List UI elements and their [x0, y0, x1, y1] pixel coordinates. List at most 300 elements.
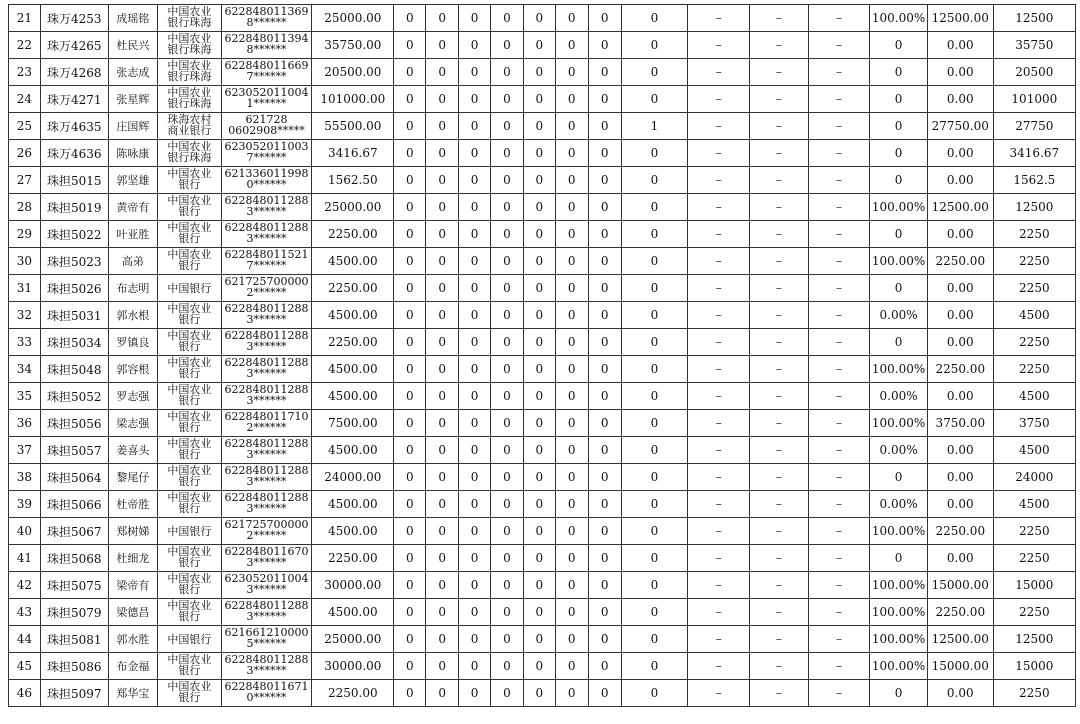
cell-count: 0 [621, 572, 688, 599]
bank-line-1: 中国银行 [167, 632, 212, 646]
cell-final-amount: 4500 [993, 437, 1075, 464]
cell-member-code: 珠万4635 [40, 113, 108, 140]
cell-row-number: 41 [9, 545, 41, 572]
cell-bank-name [158, 167, 222, 194]
cell-bank-name [158, 680, 222, 707]
cell-zero-2: 0 [426, 572, 459, 599]
bank-wrap [158, 626, 221, 652]
cell-zero-7: 0 [588, 518, 621, 545]
acct-line-2: 2****** [246, 529, 287, 542]
cell-dash-2: – [750, 437, 809, 464]
cell-row-number: 37 [9, 437, 41, 464]
cell-zero-7: 0 [588, 572, 621, 599]
cell-dash-2: – [750, 194, 809, 221]
cell-member-code: 珠担5057 [40, 437, 108, 464]
acct-line-1: 622848011670 [224, 545, 309, 558]
cell-zero-6: 0 [555, 437, 588, 464]
cell-percent: 0.00% [870, 383, 928, 410]
cell-zero-5: 0 [523, 275, 555, 302]
cell-dash-2: – [750, 221, 809, 248]
acct-line-1: 622848011288 [224, 302, 309, 315]
cell-percent: 0 [870, 32, 928, 59]
cell-zero-5: 0 [523, 86, 555, 113]
cell-zero-2: 0 [426, 437, 459, 464]
cell-dash-2: – [750, 167, 809, 194]
cell-row-number: 24 [9, 86, 41, 113]
cell-dash-3: – [808, 248, 870, 275]
cell-dash-1: – [688, 572, 750, 599]
cell-zero-1: 0 [394, 599, 426, 626]
cell-payout: 0.00 [927, 680, 993, 707]
cell-percent: 0 [870, 680, 928, 707]
acct-line-1: 621728 [245, 113, 288, 126]
cell-percent: 100.00% [870, 356, 928, 383]
cell-zero-7: 0 [588, 329, 621, 356]
cell-member-code: 珠担5031 [40, 302, 108, 329]
cell-zero-6: 0 [555, 356, 588, 383]
cell-percent: 100.00% [870, 248, 928, 275]
cell-dash-2: – [750, 86, 809, 113]
cell-zero-5: 0 [523, 464, 555, 491]
cell-amount: 7500.00 [312, 410, 394, 437]
cell-account-number [221, 545, 311, 572]
cell-zero-2: 0 [426, 275, 459, 302]
cell-zero-6: 0 [555, 491, 588, 518]
cell-amount: 2250.00 [312, 545, 394, 572]
cell-row-number: 45 [9, 653, 41, 680]
cell-zero-1: 0 [394, 275, 426, 302]
cell-account-number [221, 140, 311, 167]
cell-amount: 30000.00 [312, 572, 394, 599]
bank-line-1: 中国农业 [167, 491, 212, 504]
cell-zero-5: 0 [523, 410, 555, 437]
cell-zero-4: 0 [491, 86, 524, 113]
cell-zero-3: 0 [459, 356, 491, 383]
cell-payout: 0.00 [927, 167, 993, 194]
acct-line-2: 2****** [246, 286, 287, 299]
cell-payout: 12500.00 [927, 626, 993, 653]
cell-member-name: 叶亚胜 [108, 221, 157, 248]
cell-zero-1: 0 [394, 221, 426, 248]
cell-row-number: 39 [9, 491, 41, 518]
cell-zero-4: 0 [491, 410, 524, 437]
cell-final-amount: 3750 [993, 410, 1075, 437]
cell-bank-name [158, 5, 222, 32]
cell-payout: 0.00 [927, 59, 993, 86]
cell-account-number [221, 410, 311, 437]
cell-payout: 0.00 [927, 32, 993, 59]
cell-payout: 0.00 [927, 545, 993, 572]
cell-member-name: 张志成 [108, 59, 157, 86]
cell-dash-3: – [808, 599, 870, 626]
acct-line-1: 622848011394 [224, 32, 309, 45]
cell-zero-4: 0 [491, 599, 524, 626]
cell-member-name: 郭容根 [108, 356, 157, 383]
cell-zero-3: 0 [459, 113, 491, 140]
cell-zero-7: 0 [588, 437, 621, 464]
bank-wrap [158, 329, 221, 355]
cell-zero-1: 0 [394, 86, 426, 113]
cell-zero-5: 0 [523, 545, 555, 572]
cell-member-name: 陈咏康 [108, 140, 157, 167]
cell-final-amount: 12500 [993, 5, 1075, 32]
acct-line-1: 622848011288 [224, 464, 309, 477]
cell-dash-2: – [750, 410, 809, 437]
cell-zero-1: 0 [394, 32, 426, 59]
acct-line-1: 622848011288 [224, 329, 309, 342]
cell-amount: 4500.00 [312, 518, 394, 545]
cell-dash-2: – [750, 491, 809, 518]
bank-line-1: 中国农业 [167, 383, 212, 396]
cell-dash-3: – [808, 491, 870, 518]
cell-zero-2: 0 [426, 491, 459, 518]
acct-line-2: 2****** [246, 421, 287, 434]
cell-count: 0 [621, 653, 688, 680]
cell-count: 0 [621, 626, 688, 653]
cell-zero-7: 0 [588, 140, 621, 167]
cell-zero-7: 0 [588, 491, 621, 518]
cell-member-code: 珠担5064 [40, 464, 108, 491]
cell-payout: 15000.00 [927, 572, 993, 599]
cell-bank-name [158, 572, 222, 599]
cell-zero-2: 0 [426, 140, 459, 167]
acct-line-1: 623052011004 [224, 572, 309, 585]
acct-wrap [222, 518, 311, 544]
cell-zero-3: 0 [459, 572, 491, 599]
acct-line-1: 622848011521 [224, 248, 309, 261]
acct-wrap [222, 626, 311, 652]
cell-member-name: 布金福 [108, 653, 157, 680]
cell-zero-4: 0 [491, 383, 524, 410]
cell-account-number [221, 599, 311, 626]
acct-wrap [222, 167, 311, 193]
cell-zero-3: 0 [459, 464, 491, 491]
cell-zero-6: 0 [555, 59, 588, 86]
cell-dash-3: – [808, 653, 870, 680]
acct-line-1: 622848011288 [224, 599, 309, 612]
cell-payout: 0.00 [927, 221, 993, 248]
cell-row-number: 22 [9, 32, 41, 59]
cell-row-number: 44 [9, 626, 41, 653]
cell-zero-7: 0 [588, 59, 621, 86]
cell-final-amount: 27750 [993, 113, 1075, 140]
cell-member-name: 郭水胜 [108, 626, 157, 653]
cell-row-number: 29 [9, 221, 41, 248]
bank-line-2: 银行 [178, 340, 201, 353]
cell-zero-2: 0 [426, 113, 459, 140]
cell-count: 0 [621, 599, 688, 626]
cell-zero-5: 0 [523, 680, 555, 707]
cell-dash-2: – [750, 113, 809, 140]
acct-wrap [222, 464, 311, 490]
table-row [9, 32, 1076, 59]
cell-member-code: 珠担5097 [40, 680, 108, 707]
cell-member-name: 郑华宝 [108, 680, 157, 707]
cell-dash-1: – [688, 626, 750, 653]
acct-wrap [222, 275, 311, 301]
cell-dash-2: – [750, 275, 809, 302]
acct-wrap [222, 86, 311, 112]
cell-zero-7: 0 [588, 626, 621, 653]
cell-dash-3: – [808, 5, 870, 32]
cell-dash-3: – [808, 194, 870, 221]
table-row [9, 5, 1076, 32]
acct-wrap [222, 680, 311, 706]
cell-zero-1: 0 [394, 653, 426, 680]
cell-count: 0 [621, 32, 688, 59]
cell-dash-1: – [688, 545, 750, 572]
cell-zero-6: 0 [555, 626, 588, 653]
cell-payout: 0.00 [927, 464, 993, 491]
cell-percent: 0.00% [870, 437, 928, 464]
acct-line-2: 3****** [246, 556, 287, 569]
cell-dash-2: – [750, 680, 809, 707]
cell-dash-2: – [750, 626, 809, 653]
cell-zero-5: 0 [523, 194, 555, 221]
cell-zero-3: 0 [459, 680, 491, 707]
cell-final-amount: 2250 [993, 248, 1075, 275]
bank-line-2: 银行珠海 [167, 97, 212, 110]
cell-amount: 4500.00 [312, 383, 394, 410]
cell-final-amount: 4500 [993, 302, 1075, 329]
bank-line-1: 中国银行 [167, 281, 212, 295]
cell-zero-7: 0 [588, 680, 621, 707]
cell-zero-6: 0 [555, 275, 588, 302]
cell-zero-6: 0 [555, 599, 588, 626]
cell-zero-2: 0 [426, 302, 459, 329]
cell-count: 0 [621, 464, 688, 491]
cell-dash-1: – [688, 383, 750, 410]
cell-member-code: 珠担5075 [40, 572, 108, 599]
cell-row-number: 43 [9, 599, 41, 626]
cell-account-number [221, 626, 311, 653]
cell-zero-1: 0 [394, 437, 426, 464]
acct-line-2: 3****** [246, 367, 287, 380]
cell-dash-3: – [808, 437, 870, 464]
cell-percent: 0.00% [870, 302, 928, 329]
cell-amount: 4500.00 [312, 437, 394, 464]
cell-dash-1: – [688, 356, 750, 383]
cell-row-number: 33 [9, 329, 41, 356]
bank-line-1: 中国农业 [167, 59, 212, 72]
table-row [9, 140, 1076, 167]
bank-wrap [158, 491, 221, 517]
table-row [9, 680, 1076, 707]
cell-zero-5: 0 [523, 356, 555, 383]
acct-line-2: 5****** [246, 637, 287, 650]
cell-percent: 100.00% [870, 194, 928, 221]
bank-line-1: 珠海农村 [167, 113, 212, 126]
table-row [9, 86, 1076, 113]
cell-zero-7: 0 [588, 5, 621, 32]
cell-dash-1: – [688, 167, 750, 194]
cell-member-code: 珠担5056 [40, 410, 108, 437]
cell-zero-7: 0 [588, 356, 621, 383]
cell-dash-1: – [688, 329, 750, 356]
cell-zero-5: 0 [523, 59, 555, 86]
cell-payout: 0.00 [927, 140, 993, 167]
cell-zero-2: 0 [426, 5, 459, 32]
cell-zero-7: 0 [588, 464, 621, 491]
cell-zero-7: 0 [588, 194, 621, 221]
cell-bank-name [158, 194, 222, 221]
cell-zero-6: 0 [555, 248, 588, 275]
cell-zero-3: 0 [459, 32, 491, 59]
bank-wrap [158, 59, 221, 85]
acct-line-2: 3****** [246, 502, 287, 515]
cell-zero-1: 0 [394, 248, 426, 275]
cell-count: 0 [621, 194, 688, 221]
cell-member-code: 珠担5022 [40, 221, 108, 248]
cell-member-code: 珠万4271 [40, 86, 108, 113]
cell-zero-6: 0 [555, 572, 588, 599]
table-row [9, 383, 1076, 410]
cell-percent: 0 [870, 464, 928, 491]
cell-row-number: 32 [9, 302, 41, 329]
table-row [9, 518, 1076, 545]
acct-wrap [222, 599, 311, 625]
acct-wrap [222, 248, 311, 274]
cell-zero-7: 0 [588, 383, 621, 410]
cell-zero-4: 0 [491, 464, 524, 491]
acct-wrap [222, 653, 311, 679]
cell-percent: 100.00% [870, 518, 928, 545]
cell-zero-6: 0 [555, 140, 588, 167]
bank-wrap [158, 599, 221, 625]
cell-zero-4: 0 [491, 32, 524, 59]
cell-member-name: 杜民兴 [108, 32, 157, 59]
table-row [9, 302, 1076, 329]
cell-bank-name [158, 113, 222, 140]
cell-amount: 4500.00 [312, 356, 394, 383]
cell-account-number [221, 680, 311, 707]
cell-dash-1: – [688, 194, 750, 221]
cell-zero-2: 0 [426, 518, 459, 545]
acct-line-2: 0****** [246, 691, 287, 704]
cell-account-number [221, 275, 311, 302]
acct-wrap [222, 437, 311, 463]
acct-line-2: 1****** [246, 97, 287, 110]
cell-zero-4: 0 [491, 5, 524, 32]
cell-zero-3: 0 [459, 302, 491, 329]
acct-line-1: 623052011003 [224, 140, 309, 153]
acct-wrap [222, 491, 311, 517]
acct-line-1: 622848011369 [224, 5, 309, 18]
cell-zero-4: 0 [491, 248, 524, 275]
cell-dash-2: – [750, 518, 809, 545]
cell-account-number [221, 194, 311, 221]
table-body [9, 5, 1076, 707]
cell-dash-1: – [688, 653, 750, 680]
cell-bank-name [158, 302, 222, 329]
cell-final-amount: 35750 [993, 32, 1075, 59]
cell-bank-name [158, 410, 222, 437]
cell-zero-1: 0 [394, 194, 426, 221]
cell-zero-2: 0 [426, 248, 459, 275]
cell-dash-3: – [808, 518, 870, 545]
bank-line-1: 中国农业 [167, 5, 212, 18]
cell-dash-2: – [750, 59, 809, 86]
cell-row-number: 46 [9, 680, 41, 707]
bank-line-2: 银行珠海 [167, 151, 212, 164]
acct-line-1: 622848011288 [224, 383, 309, 396]
cell-dash-2: – [750, 248, 809, 275]
acct-line-2: 3****** [246, 475, 287, 488]
cell-zero-3: 0 [459, 518, 491, 545]
cell-member-code: 珠万4268 [40, 59, 108, 86]
acct-line-1: 622848011671 [224, 680, 309, 693]
cell-zero-7: 0 [588, 32, 621, 59]
cell-percent: 100.00% [870, 653, 928, 680]
cell-zero-6: 0 [555, 653, 588, 680]
acct-line-1: 621336011998 [224, 167, 309, 180]
cell-amount: 2250.00 [312, 329, 394, 356]
cell-amount: 25000.00 [312, 626, 394, 653]
cell-member-code: 珠万4265 [40, 32, 108, 59]
cell-dash-1: – [688, 32, 750, 59]
acct-wrap [222, 383, 311, 409]
bank-wrap [158, 410, 221, 436]
cell-zero-3: 0 [459, 194, 491, 221]
cell-zero-6: 0 [555, 302, 588, 329]
cell-amount: 4500.00 [312, 302, 394, 329]
cell-account-number [221, 572, 311, 599]
bank-wrap [158, 140, 221, 166]
cell-dash-1: – [688, 599, 750, 626]
cell-zero-2: 0 [426, 221, 459, 248]
cell-final-amount: 12500 [993, 626, 1075, 653]
cell-percent: 0 [870, 221, 928, 248]
cell-zero-4: 0 [491, 221, 524, 248]
cell-account-number [221, 221, 311, 248]
cell-zero-6: 0 [555, 221, 588, 248]
cell-final-amount: 2250 [993, 518, 1075, 545]
cell-final-amount: 15000 [993, 572, 1075, 599]
bank-wrap [158, 167, 221, 193]
cell-member-code: 珠担5086 [40, 653, 108, 680]
table-row [9, 491, 1076, 518]
acct-line-2: 0602908***** [228, 124, 305, 137]
cell-zero-5: 0 [523, 518, 555, 545]
bank-line-1: 中国农业 [167, 86, 212, 99]
acct-line-1: 622848011288 [224, 653, 309, 666]
acct-line-2: 7****** [246, 259, 287, 272]
acct-line-1: 621661210000 [224, 626, 309, 639]
cell-count: 0 [621, 275, 688, 302]
cell-count: 0 [621, 545, 688, 572]
cell-zero-4: 0 [491, 275, 524, 302]
cell-bank-name [158, 86, 222, 113]
cell-member-code: 珠担5066 [40, 491, 108, 518]
cell-zero-6: 0 [555, 329, 588, 356]
bank-wrap [158, 5, 221, 31]
cell-final-amount: 1562.5 [993, 167, 1075, 194]
cell-member-name: 罗志强 [108, 383, 157, 410]
cell-member-name: 姜喜头 [108, 437, 157, 464]
cell-amount: 4500.00 [312, 599, 394, 626]
cell-account-number [221, 437, 311, 464]
cell-dash-2: – [750, 5, 809, 32]
cell-dash-1: – [688, 302, 750, 329]
cell-row-number: 34 [9, 356, 41, 383]
bank-line-2: 银行 [178, 421, 201, 434]
acct-wrap [222, 32, 311, 58]
cell-row-number: 23 [9, 59, 41, 86]
cell-zero-5: 0 [523, 599, 555, 626]
cell-zero-1: 0 [394, 356, 426, 383]
cell-dash-2: – [750, 383, 809, 410]
bank-line-2: 银行珠海 [167, 43, 212, 56]
